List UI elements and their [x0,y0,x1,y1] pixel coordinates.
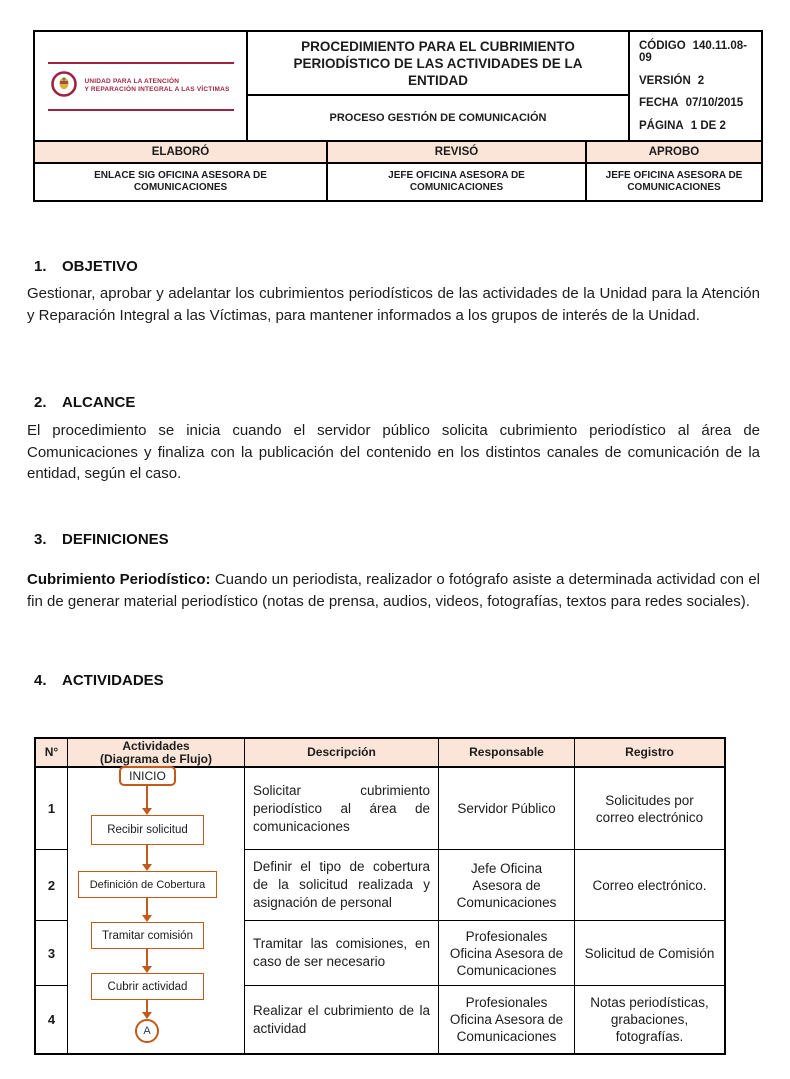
section-body-definiciones [27,569,760,612]
col-header-actividades: Actividades (Diagrama de Flujo) [68,739,245,768]
meta-codigo: CÓDIGO 140.11.08-09 [639,40,747,64]
logo-rule-top [48,62,234,64]
activities-table [34,737,726,1055]
meta-fecha: FECHA 07/10/2015 [639,97,744,110]
cell-responsable: Jefe Oficina Asesora de Comunicaciones [439,850,575,921]
approval-name-elaboro: ENLACE SIG OFICINA ASESORA DE COMUNICACIONES [35,164,328,200]
header-top-row [35,32,761,140]
approval-col-reviso: REVISÓ [328,142,587,162]
flowchart-arrow-icon [146,1000,148,1013]
row-number: 2 [36,850,68,921]
org-name: UNIDAD PARA LA ATENCIÓN Y REPARACIÓN INTEGRAL A LAS VÍCTIMAS [84,78,230,93]
approval-names-row [35,162,761,200]
logo-rule-bottom [48,109,234,111]
flowchart-step-tramitar-comision: Tramitar comisión [91,922,204,949]
cell-registro: Correo electrónico. [575,850,724,921]
definition-text: Cuando un periodista, realizador o fotógrafo asiste a determinada actividad con el fin de generar material periodístico (notas de prensa, audios, videos, fotografías, textos para redes sociales). [27,571,761,610]
cell-responsable: Profesionales Oficina Asesora de Comunicaciones [439,986,575,1053]
approval-col-elaboro: ELABORÓ [35,142,328,162]
flowchart-arrow-icon [146,949,148,967]
meta-version: VERSIÓN 2 [639,74,705,87]
flowchart-step-cubrir-actividad: Cubrir actividad [91,973,204,1000]
cell-responsable: Profesionales Oficina Asesora de Comunicaciones [439,921,575,986]
col-header-n: N° [36,739,68,768]
cell-descripcion: Tramitar las comisiones, en caso de ser necesario [245,921,439,986]
flowchart-connector-a: A [135,1019,159,1043]
header-table [33,30,763,202]
approval-name-reviso: JEFE OFICINA ASESORA DE COMUNICACIONES [328,164,587,200]
logo-cell [35,32,248,140]
col-header-descripcion: Descripción [245,739,439,768]
flowchart-cell [68,768,245,1053]
meta-cell [630,32,761,140]
row-number: 3 [36,921,68,986]
approval-name-aprobo: JEFE OFICINA ASESORA DE COMUNICACIONES [605,170,743,193]
cell-registro: Solicitud de Comisión [575,921,724,986]
meta-pagina: PÁGINA 1 DE 2 [639,119,726,132]
flowchart-start-node: INICIO [119,766,176,786]
flowchart-arrow-icon [146,845,148,865]
cell-descripcion: Definir el tipo de cobertura de la solicitud realizada y asignación de personal [245,850,439,921]
org-logo [48,62,234,111]
section-heading-objetivo: 1. OBJETIVO [34,258,138,275]
flowchart-arrow-icon [146,898,148,916]
cell-descripcion: Realizar el cubrimiento de la actividad [245,986,439,1053]
flowchart-step-definicion-cobertura: Definición de Cobertura [78,871,217,898]
cell-registro: Notas periodísticas, grabaciones, fotografías. [590,995,709,1044]
row-number: 4 [36,986,68,1053]
cell-registro: Solicitudes por correo electrónico [575,768,724,850]
document-title: PROCEDIMIENTO PARA EL CUBRIMIENTO PERIODÍSTICO DE LAS ACTIVIDADES DE LA ENTIDAD [248,32,628,96]
cell-descripcion: Solicitar cubrimiento periodístico al área de comunicaciones [245,768,439,850]
section-heading-definiciones: 3. DEFINICIONES [34,531,169,548]
process-name: PROCESO GESTIÓN DE COMUNICACIÓN [329,112,547,124]
col-header-responsable: Responsable [439,739,575,768]
section-heading-alcance: 2. ALCANCE [34,394,136,411]
section-body-alcance: El procedimiento se inicia cuando el servidor público solicita cubrimiento periodístico al área de Comunicaciones y finaliza con la publicación del contenido en los distintos canales de comunicación de la entidad, según el caso. [27,422,760,482]
title-stack [248,32,630,140]
org-emblem-icon [51,71,77,102]
approval-col-aprobo: APROBO [648,146,700,158]
col-header-registro: Registro [575,739,724,768]
row-number: 1 [36,768,68,850]
flowchart-arrow-icon [146,786,148,809]
section-heading-actividades: 4. ACTIVIDADES [34,672,164,689]
flowchart-step-recibir-solicitud: Recibir solicitud [91,815,204,845]
cell-responsable: Servidor Público [439,768,575,850]
definition-term: Cubrimiento Periodístico: [27,571,211,588]
approval-header-row [35,140,761,162]
section-body-objetivo: Gestionar, aprobar y adelantar los cubrimientos periodísticos de las actividades de la Unidad para la Atención y Reparación Integral a las Víctimas, para mantener informados a los grupos de interés de la Unidad. [27,285,760,324]
